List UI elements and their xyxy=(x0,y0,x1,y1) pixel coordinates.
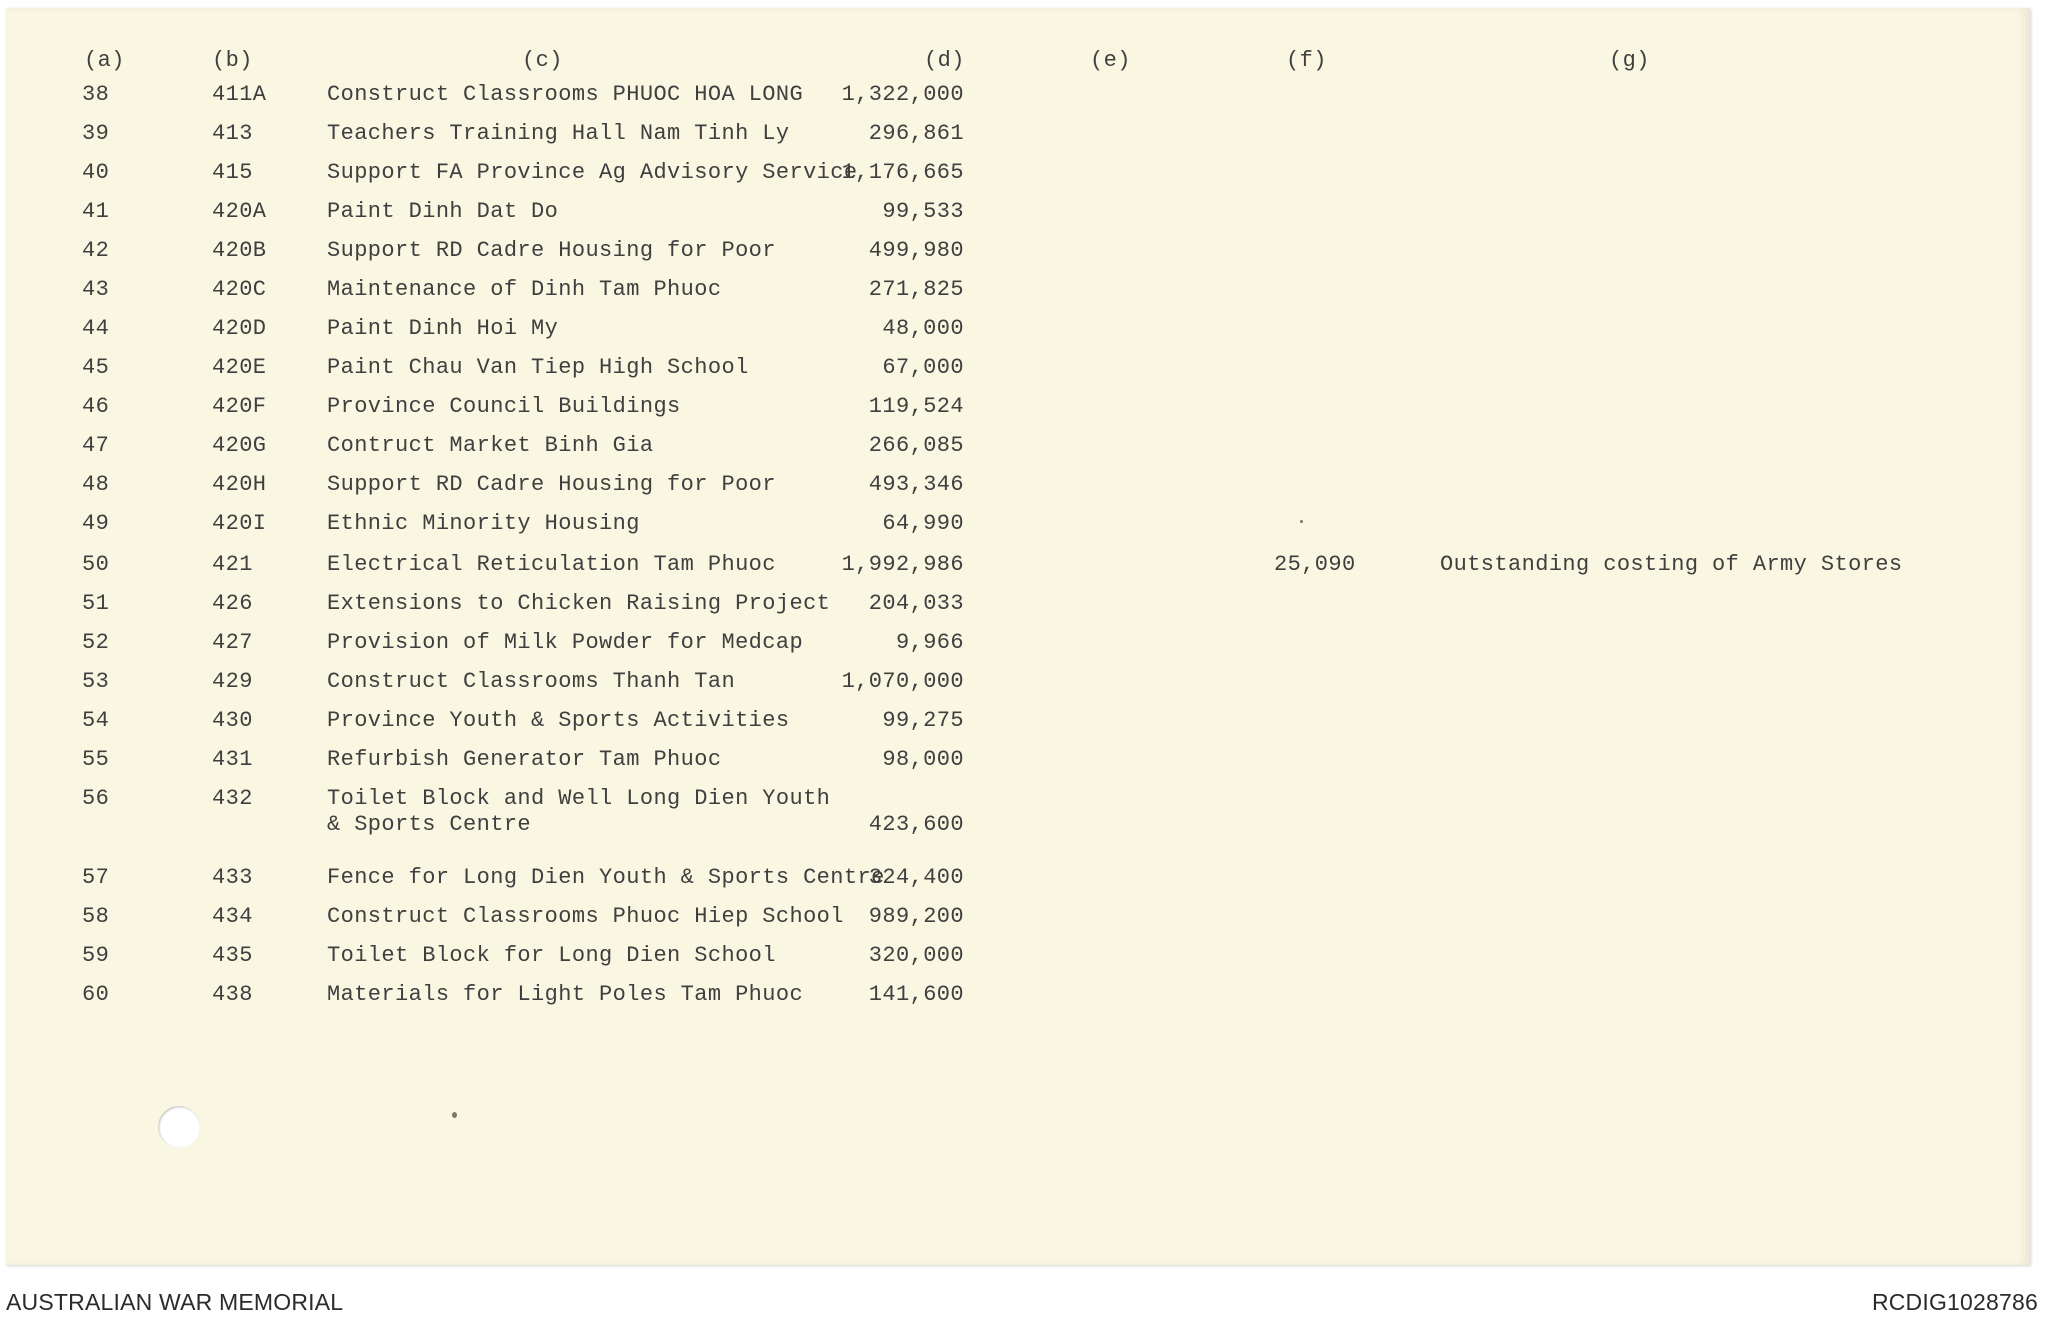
row-description: Construct Classrooms Thanh Tan xyxy=(327,669,736,694)
row-description-continued: & Sports Centre xyxy=(327,812,532,837)
row-description: Toilet Block for Long Dien School xyxy=(327,943,776,968)
header-c: (c) xyxy=(522,48,563,73)
row-amount: 204,033 xyxy=(868,591,964,616)
row-description: Extensions to Chicken Raising Project xyxy=(327,591,831,616)
row-number: 55 xyxy=(82,747,110,772)
row-number: 43 xyxy=(82,277,110,302)
header-g: (g) xyxy=(1609,48,1650,73)
row-description: Support FA Province Ag Advisory Service xyxy=(327,160,858,185)
row-number: 44 xyxy=(82,316,110,341)
row-amount: 1,992,986 xyxy=(841,552,964,577)
row-column-f: 25,090 xyxy=(1274,552,1356,577)
row-description: Support RD Cadre Housing for Poor xyxy=(327,238,776,263)
row-number: 52 xyxy=(82,630,110,655)
row-reference: 438 xyxy=(212,982,253,1007)
header-d: (d) xyxy=(924,48,965,73)
header-a: (a) xyxy=(84,48,125,73)
row-number: 41 xyxy=(82,199,110,224)
row-amount: 324,400 xyxy=(868,865,964,890)
row-amount: 141,600 xyxy=(868,982,964,1007)
row-number: 51 xyxy=(82,591,110,616)
row-amount: 1,070,000 xyxy=(841,669,964,694)
row-number: 53 xyxy=(82,669,110,694)
row-number: 59 xyxy=(82,943,110,968)
row-description: Paint Chau Van Tiep High School xyxy=(327,355,749,380)
row-amount: 320,000 xyxy=(868,943,964,968)
row-amount: 493,346 xyxy=(868,472,964,497)
row-description: Contruct Market Binh Gia xyxy=(327,433,654,458)
row-amount: 423,600 xyxy=(868,812,964,837)
document-page xyxy=(6,8,2030,1265)
row-number: 58 xyxy=(82,904,110,929)
row-number: 48 xyxy=(82,472,110,497)
row-reference: 420D xyxy=(212,316,267,341)
row-reference: 420G xyxy=(212,433,267,458)
row-number: 49 xyxy=(82,511,110,536)
row-reference: 435 xyxy=(212,943,253,968)
row-description: Maintenance of Dinh Tam Phuoc xyxy=(327,277,722,302)
row-reference: 421 xyxy=(212,552,253,577)
row-amount: 989,200 xyxy=(868,904,964,929)
row-description: Toilet Block and Well Long Dien Youth xyxy=(327,786,831,811)
row-reference: 420E xyxy=(212,355,267,380)
row-amount: 99,275 xyxy=(882,708,964,733)
row-reference: 420B xyxy=(212,238,267,263)
row-number: 40 xyxy=(82,160,110,185)
ink-speck xyxy=(452,1112,457,1118)
row-amount: 266,085 xyxy=(868,433,964,458)
row-remarks: Outstanding costing of Army Stores xyxy=(1440,552,1903,577)
row-description: Electrical Reticulation Tam Phuoc xyxy=(327,552,776,577)
row-reference: 420A xyxy=(212,199,267,224)
row-reference: 430 xyxy=(212,708,253,733)
row-reference: 429 xyxy=(212,669,253,694)
row-amount: 98,000 xyxy=(882,747,964,772)
row-amount: 48,000 xyxy=(882,316,964,341)
row-number: 39 xyxy=(82,121,110,146)
archive-id: RCDIG1028786 xyxy=(1871,1289,2038,1315)
row-amount: 67,000 xyxy=(882,355,964,380)
row-number: 45 xyxy=(82,355,110,380)
row-number: 47 xyxy=(82,433,110,458)
row-description: Ethnic Minority Housing xyxy=(327,511,640,536)
row-description: Refurbish Generator Tam Phuoc xyxy=(327,747,722,772)
ink-speck xyxy=(1300,520,1303,523)
row-amount: 1,322,000 xyxy=(841,82,964,107)
row-reference: 431 xyxy=(212,747,253,772)
row-reference: 411A xyxy=(212,82,267,107)
row-number: 57 xyxy=(82,865,110,890)
row-reference: 432 xyxy=(212,786,253,811)
header-e: (e) xyxy=(1090,48,1131,73)
row-description: Province Youth & Sports Activities xyxy=(327,708,790,733)
header-b: (b) xyxy=(212,48,253,73)
row-number: 56 xyxy=(82,786,110,811)
punch-hole xyxy=(158,1106,200,1148)
row-description: Teachers Training Hall Nam Tinh Ly xyxy=(327,121,790,146)
header-f: (f) xyxy=(1286,48,1327,73)
row-description: Materials for Light Poles Tam Phuoc xyxy=(327,982,804,1007)
row-reference: 413 xyxy=(212,121,253,146)
row-description: Construct Classrooms PHUOC HOA LONG xyxy=(327,82,804,107)
row-amount: 9,966 xyxy=(895,630,964,655)
row-number: 42 xyxy=(82,238,110,263)
row-description: Construct Classrooms Phuoc Hiep School xyxy=(327,904,844,929)
row-description: Paint Dinh Hoi My xyxy=(327,316,559,341)
row-description: Fence for Long Dien Youth & Sports Centre xyxy=(327,865,885,890)
row-amount: 119,524 xyxy=(868,394,964,419)
row-number: 60 xyxy=(82,982,110,1007)
row-reference: 420I xyxy=(212,511,267,536)
row-description: Paint Dinh Dat Do xyxy=(327,199,559,224)
row-number: 54 xyxy=(82,708,110,733)
row-number: 50 xyxy=(82,552,110,577)
row-description: Province Council Buildings xyxy=(327,394,681,419)
row-description: Provision of Milk Powder for Medcap xyxy=(327,630,804,655)
row-amount: 271,825 xyxy=(868,277,964,302)
row-reference: 427 xyxy=(212,630,253,655)
row-reference: 415 xyxy=(212,160,253,185)
row-reference: 420C xyxy=(212,277,267,302)
row-reference: 433 xyxy=(212,865,253,890)
row-number: 38 xyxy=(82,82,110,107)
archive-credit: AUSTRALIAN WAR MEMORIAL xyxy=(6,1289,344,1315)
row-amount: 296,861 xyxy=(868,121,964,146)
row-reference: 426 xyxy=(212,591,253,616)
row-amount: 499,980 xyxy=(868,238,964,263)
row-amount: 99,533 xyxy=(882,199,964,224)
row-reference: 434 xyxy=(212,904,253,929)
row-amount: 64,990 xyxy=(882,511,964,536)
row-description: Support RD Cadre Housing for Poor xyxy=(327,472,776,497)
row-reference: 420H xyxy=(212,472,267,497)
row-amount: 1,176,665 xyxy=(841,160,964,185)
row-reference: 420F xyxy=(212,394,267,419)
row-number: 46 xyxy=(82,394,110,419)
